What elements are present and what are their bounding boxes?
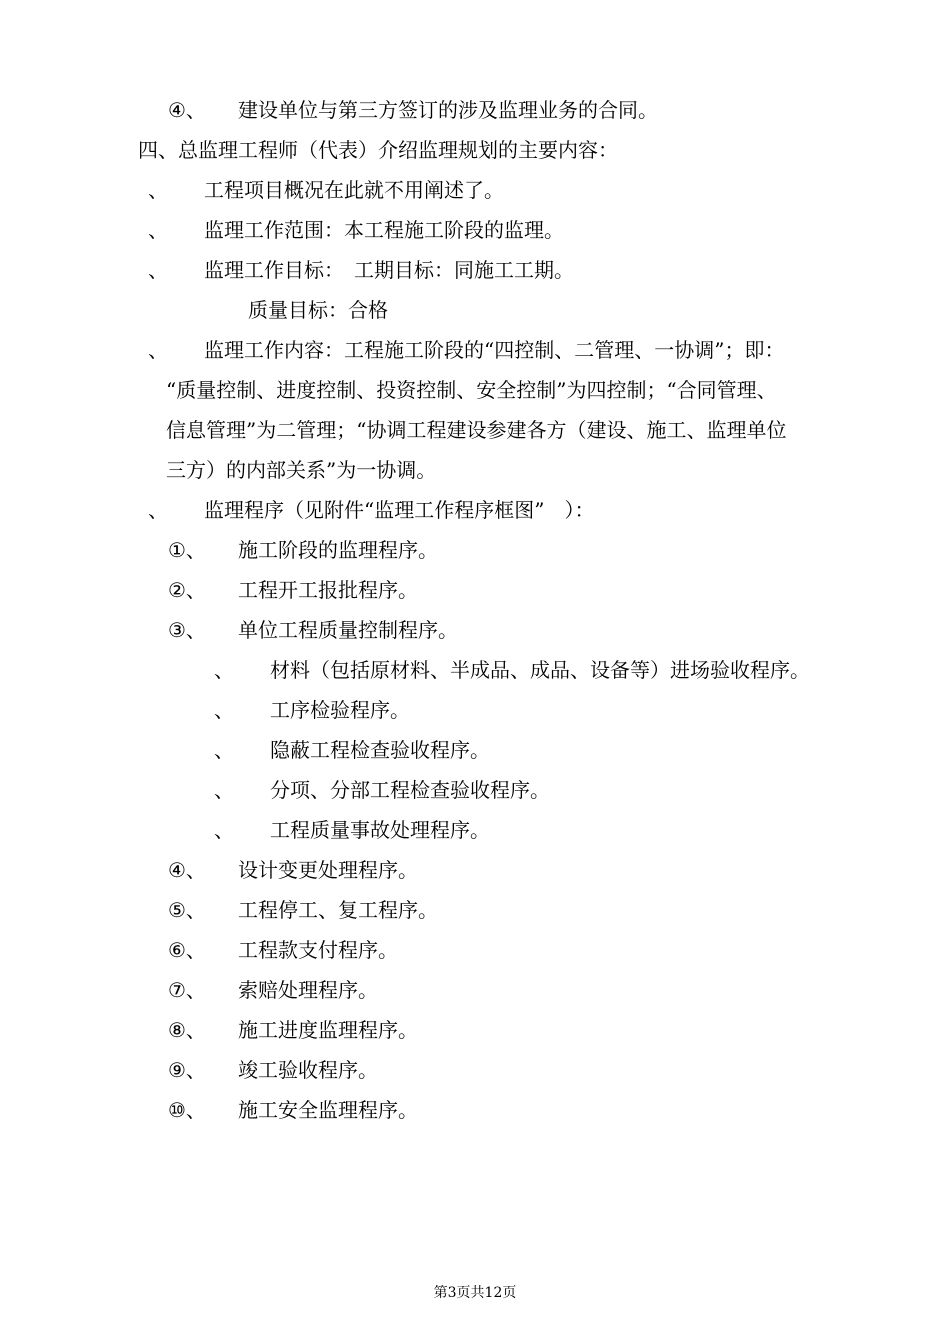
item-text: 竣工验收程序。 — [238, 1058, 378, 1082]
item-marker: ①、 — [168, 538, 206, 562]
item-marker: ⑩、 — [168, 1098, 206, 1122]
item-marker: 、 — [214, 738, 234, 762]
item-text: 工程开工报批程序。 — [238, 578, 418, 602]
item-marker: 、 — [148, 178, 168, 202]
item-text: 监理工作范围：本工程施工阶段的监理。 — [204, 218, 564, 242]
item-marker: 、 — [148, 258, 168, 282]
item-marker: ④、 — [168, 858, 206, 882]
item-marker: ③、 — [168, 618, 206, 642]
item-marker: ⑥、 — [168, 938, 206, 962]
item-marker: ⑦、 — [168, 978, 206, 1002]
item-text: 工程款支付程序。 — [238, 938, 398, 962]
item-text: 材料（包括原材料、半成品、成品、设备等）进场验收程序。 — [270, 658, 810, 682]
item-marker: ⑤、 — [168, 898, 206, 922]
item-text: 分项、分部工程检查验收程序。 — [270, 778, 550, 802]
item-text: 设计变更处理程序。 — [238, 858, 418, 882]
item-text: 索赔处理程序。 — [238, 978, 378, 1002]
item-marker: 、 — [148, 338, 168, 362]
item-text: 工程停工、复工程序。 — [238, 898, 438, 922]
item-marker: 、 — [214, 698, 234, 722]
item-marker: 、 — [148, 498, 168, 522]
item-marker: 、 — [214, 778, 234, 802]
item-marker: ④、 — [168, 98, 206, 122]
item-text: 建设单位与第三方签订的涉及监理业务的合同。 — [238, 98, 658, 122]
item-text: 监理工作内容：工程施工阶段的“四控制、二管理、一协调”；即： — [204, 338, 785, 362]
item-text: 施工安全监理程序。 — [238, 1098, 418, 1122]
item-marker: 、 — [214, 658, 234, 682]
item-text: 工序检验程序。 — [270, 698, 410, 722]
item-marker: ②、 — [168, 578, 206, 602]
item-marker: ⑨、 — [168, 1058, 206, 1082]
document-page: ④、 建设单位与第三方签订的涉及监理业务的合同。 四、总监理工程师（代表）介绍监理规划的主要内容： 、 工程项目概况在此就不用阐述了。 、 监理工作范围：本工程施工阶段的监理。 、 监理工作目标： 工期目标：同施工工期。 质量目标：合格 、 监理工作内容：工程施工阶段的“四控制、二管理、一协调”；即： “质量控制、进度控制、投资控制、安全控制”为四控制；“合同管理、 信息管理”为二管理；“协调工程建设参建各方（建设、施工、监理单位 三方）的内部关系”为一协调。 、 监理程序（见附件“监理工作程序框图” ）： ①、 施工阶段的监理程序。 ②、 工程开工报批程序。 ③、 单位工程质量控制程序。 、 材料（包括原材料、半成品、成品、设备等）进场验收程序。 、 工序检验程序。 、 隐蔽工程检查验收程序。 、 分项、分部工程检查验收程序。 、 工程质量事故处理程序。 ④、 设计变更处理程序。 ⑤、 工程停工、复工程序。 ⑥、 工程款支付程序。 ⑦、 索赔处理程序。 ⑧、 施工进度监理程序。 ⑨、 竣工验收程序。 ⑩、 施工安全监理程序。 第3页共12页 — [0, 0, 950, 1344]
item-text: 施工阶段的监理程序。 — [238, 538, 438, 562]
item-text: 监理工作目标： 工期目标：同施工工期。 — [204, 258, 574, 282]
page-number-footer: 第3页共12页 — [433, 1285, 517, 1301]
item-marker: 、 — [148, 218, 168, 242]
item-marker: 、 — [214, 818, 234, 842]
item-text: 工程质量事故处理程序。 — [270, 818, 490, 842]
item-marker: ⑧、 — [168, 1018, 206, 1042]
item-text: 工程项目概况在此就不用阐述了。 — [204, 178, 504, 202]
item-text: 监理程序（见附件“监理工作程序框图” ）： — [204, 498, 595, 522]
item-text: 施工进度监理程序。 — [238, 1018, 418, 1042]
item-text: 单位工程质量控制程序。 — [238, 618, 458, 642]
item-text: 隐蔽工程检查验收程序。 — [270, 738, 490, 762]
